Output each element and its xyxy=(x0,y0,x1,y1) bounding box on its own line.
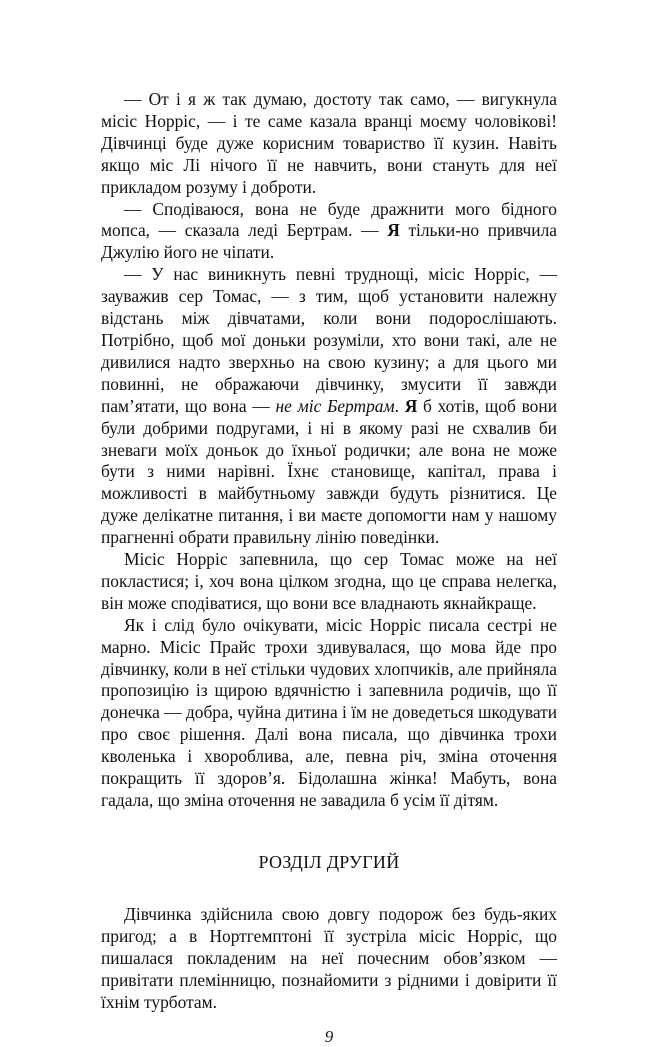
paragraph xyxy=(101,89,557,199)
paragraph-text: Як і слід було очікувати, місіс Норріс писала сестрі не марно. Місіс Прайс трохи здивувалася, що мова йде про дівчинку, коли в неї стільки чудових хлопчиків, але прийняла пропозицію із щирою вдячністю і запевнила родичів, що її донечка — добра, чуйна дитина і їм не доведеться шкодувати про своє рішення. Далі вона писала, що дівчинка трохи кволенька і хвороблива, але, певна річ, зміна оточення покращить її здоров’я. Бідолашна жінка! Мабуть, вона гадала, що зміна оточення не завадила б усім її дітям. xyxy=(101,614,557,810)
paragraph-text: . xyxy=(394,395,405,416)
paragraph-text: Дівчинка здійснила свою довгу подорож без будь-яких пригод; а в Нортгемптоні її зустріла місіс Норріс, що пишалася покладеним на неї почесним обов’язком — привітати племінницю, познайомити з рідними і довірити її їхнім турботам. xyxy=(101,903,557,1012)
paragraph-text: б хотів, щоб вони були добрими подругами, і ні в якому разі не схвалив би зневаги моїх доньок до їхньої родички; але вона не може бути з ними нарівні. Їхнє становище, капітал, права і можливості в майбутньому завжди будуть різнитися. Це дуже делікатне питання, і ви маєте допомогти нам у нашому прагненні обрати правильну лінію поведінки. xyxy=(101,395,557,548)
paragraph xyxy=(101,549,557,615)
paragraph-text: Місіс Норріс запевнила, що сер Томас може на неї покластися; і, хоч вона цілком згодна, що це справа нелегка, він може сподіватися, що вони все владнають якнайкраще. xyxy=(101,549,557,613)
chapter-title: РОЗДІЛ ДРУГИЙ xyxy=(258,851,400,872)
paragraph-text: — От і я ж так думаю, достоту так само, — вигукнула місіс Норріс, — і те саме казала вранці моєму чоловікові! Дівчинці буде дуже корисним товариство її кузин. Навіть якщо міс Лі нічого її не навчить, вони стануть для неї прикладом розуму і доброти. xyxy=(101,89,557,197)
paragraph-text: тільки-но привчила Джулію його не чіпати. xyxy=(101,220,558,263)
paragraph xyxy=(101,264,557,549)
book-page xyxy=(101,89,557,1047)
paragraph xyxy=(101,615,557,812)
paragraph xyxy=(101,904,557,1014)
page-number: 9 xyxy=(324,1027,334,1047)
bold-emphasis: Я xyxy=(404,395,418,416)
bold-emphasis: Я xyxy=(387,220,400,241)
paragraph-text: — У нас виникнуть певні труднощі, місіс Норріс, — зауважив сер Томас, — з тим, щоб установити належну відстань між дівчатами, коли вони подорослішають. Потрібно, щоб мої доньки розуміли, хто вони такі, але не дивилися надто зверхньо на свою кузину; а для цього ми повинні, не ображаючи дівчинку, змусити її завжди пам’ятати, що вона — xyxy=(101,264,557,416)
paragraph xyxy=(101,199,557,265)
paragraph-text: — Сподіваюся, вона не буде дражнити мого бідного мопса, — сказала леді Бертрам. — xyxy=(101,198,557,241)
italic-emphasis: не міс Бертрам xyxy=(275,395,395,416)
